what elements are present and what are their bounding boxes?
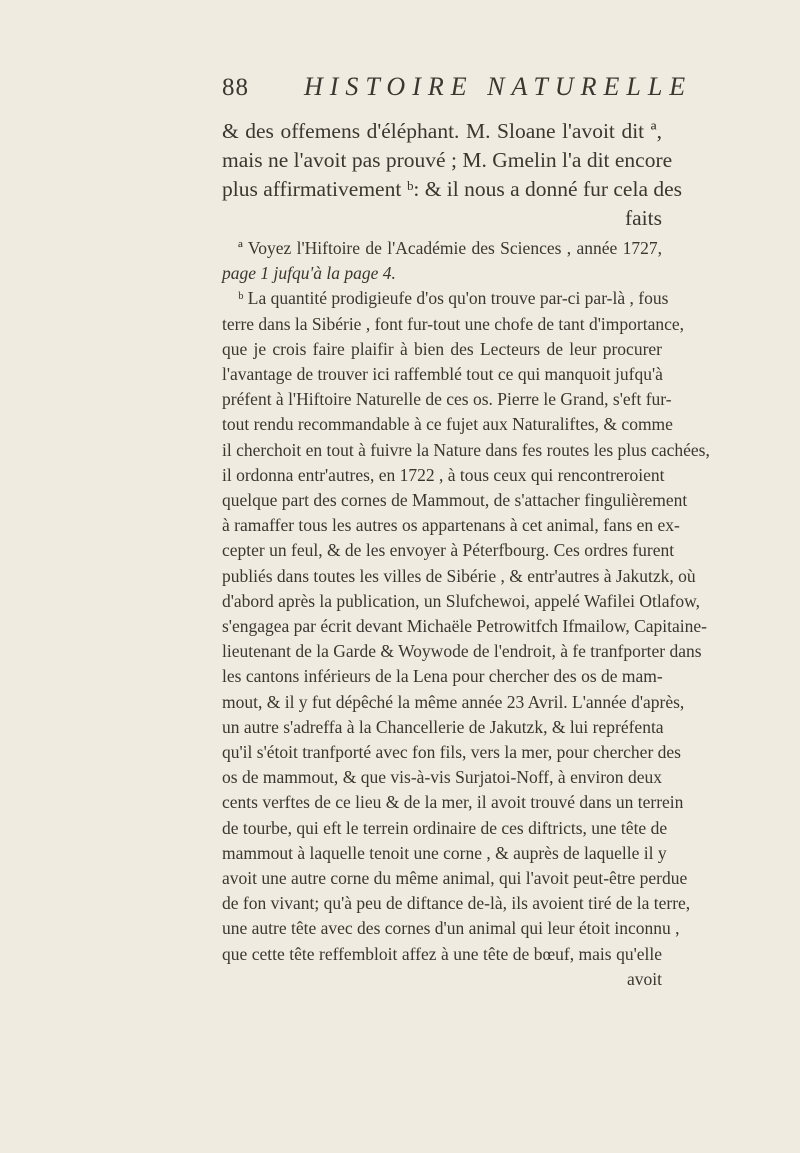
footnote-b-line: de tourbe, qui eft le terrein ordinaire de ces diftricts, une tête de [222, 817, 668, 838]
footnote-b-line: quelque part des cornes de Mammout, de s'attacher fingulièrement [222, 490, 688, 511]
footnote-b-line: de fon vivant; qu'à peu de diftance de-là, ils avoient tiré de la terre, [222, 893, 691, 914]
page-header [222, 72, 693, 114]
footnote-b-line: il cherchoit en tout à fuivre la Nature dans fes routes les plus cachées, [222, 439, 710, 460]
footnote-b-line: que cette tête reffembloit affez à une tête de bœuf, mais qu'elle [222, 943, 662, 964]
footnote-a-line: ª Voyez l'Hiftoire de l'Académie des Sciences , année 1727, [238, 238, 662, 258]
footnotes [222, 236, 710, 992]
footnote-b-line: qu'il s'étoit tranfporté avec fon fils, vers la mer, pour chercher des [222, 742, 681, 763]
footnote-b-line: l'avantage de trouver ici raffemblé tout ce qui manquoit jufqu'à [222, 364, 663, 385]
footnote-b-line: d'abord après la publication, un Slufchewoi, appelé Wafilei Otlafow, [222, 590, 700, 611]
footnote-b-line: lieutenant de la Garde & Woywode de l'endroit, à fe tranfporter dans [222, 641, 702, 662]
catchword: avoit [627, 968, 662, 989]
footnote-b-line: une autre tête avec des cornes d'un animal qui leur étoit inconnu , [222, 918, 680, 939]
footnote-b-line: un autre s'adreffa à la Chancellerie de Jakutzk, & lui repréfenta [222, 716, 664, 737]
running-title: HISTOIRE NATURELLE [304, 72, 693, 101]
page-number: 88 [222, 74, 249, 101]
body-text [222, 117, 683, 233]
footnote-b-line: publiés dans toutes les villes de Sibérie , & entr'autres à Jakutzk, où [222, 565, 696, 586]
footnote-a-line: page 1 jufqu'à la page 4. [222, 263, 396, 284]
footnote-b-line: mammout à laquelle tenoit une corne , & auprès de laquelle il y [222, 842, 667, 863]
footnote-b-line: os de mammout, & que vis-à-vis Surjatoi-Noff, à environ deux [222, 767, 662, 788]
footnote-b-line: ᵇ La quantité prodigieufe d'os qu'on trouve par-ci par-là , fous [238, 288, 669, 309]
body-line: & des offemens d'éléphant. M. Sloane l'avoit dit ª, [222, 119, 662, 143]
footnote-b-line: il ordonna entr'autres, en 1722 , à tous ceux qui rencontreroient [222, 464, 665, 485]
footnote-b-line: avoit une autre corne du même animal, qui l'avoit peut-être perdue [222, 868, 688, 889]
footnote-b-line: tout rendu recommandable à ce fujet aux Naturaliftes, & comme [222, 414, 673, 435]
footnote-b-line: les cantons inférieurs de la Lena pour chercher des os de mam- [222, 666, 663, 687]
footnote-b-line: à ramaffer tous les autres os appartenans à cet animal, fans en ex- [222, 515, 680, 536]
footnote-b-line: mout, & il y fut dépêché la même année 23 Avril. L'année d'après, [222, 691, 685, 712]
footnote-b-line: s'engagea par écrit devant Michaële Petrowitfch Ifmailow, Capitaine- [222, 616, 708, 637]
footnote-b-line: cepter un feul, & de les envoyer à Péterfbourg. Ces ordres furent [222, 540, 675, 561]
footnote-b-line: préfent à l'Hiftoire Naturelle de ces os. Pierre le Grand, s'eft fur- [222, 389, 672, 410]
body-line: plus affirmativement ᵇ: & il nous a donné fur cela des [222, 177, 683, 201]
footnote-b-line: que je crois faire plaifir à bien des Lecteurs de leur procurer [222, 338, 662, 359]
body-line: mais ne l'avoit pas prouvé ; M. Gmelin l'a dit encore [222, 148, 673, 172]
footnote-b-line: cents verftes de ce lieu & de la mer, il avoit trouvé dans un terrein [222, 792, 684, 813]
catchword: faits [624, 206, 662, 230]
footnote-b-line: terre dans la Sibérie , font fur-tout une chofe de tant d'importance, [222, 313, 685, 334]
